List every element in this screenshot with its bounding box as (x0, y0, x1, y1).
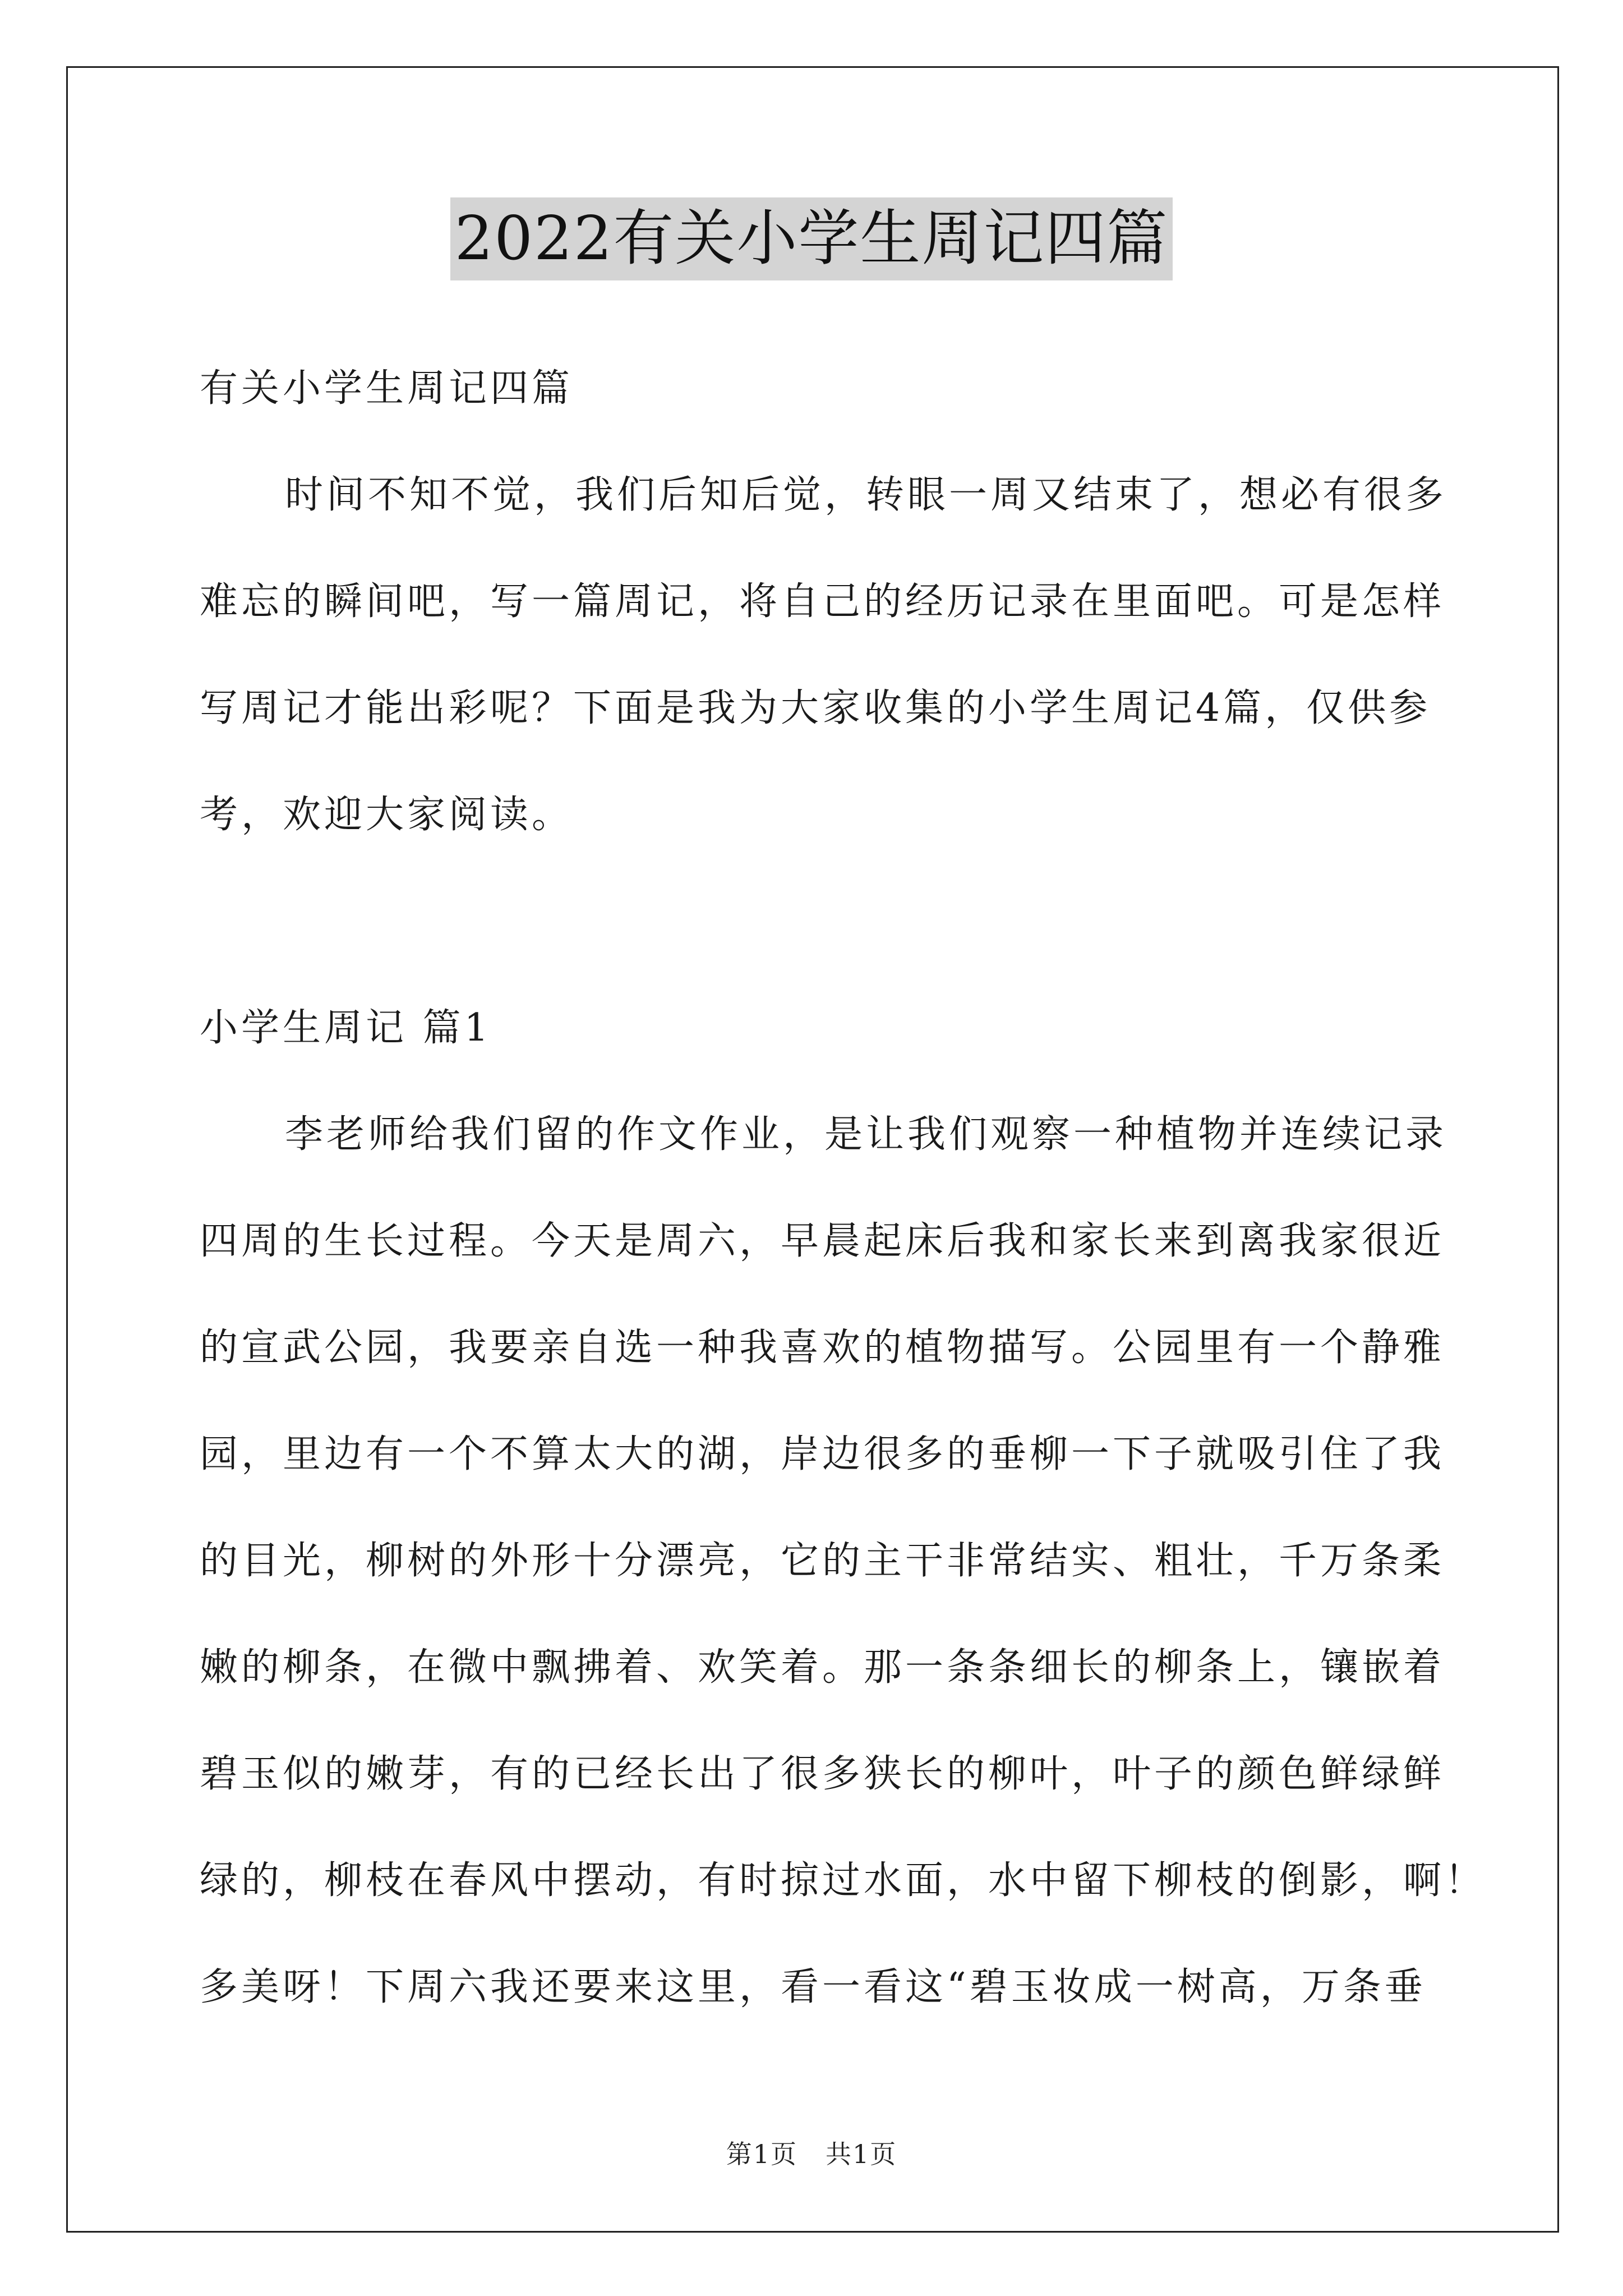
paragraph-line: 园，里边有一个不算太大的湖，岸边很多的垂柳一下子就吸引住了我 (200, 1432, 1445, 1476)
paragraph-line: 嫩的柳条，在微中飘拂着、欢笑着。那一条条细长的柳条上，镶嵌着 (200, 1645, 1445, 1690)
title-container (0, 197, 1623, 280)
section-heading: 小学生周记 篇1 (200, 1006, 492, 1050)
paragraph-line: 四周的生长过程。今天是周六，早晨起床后我和家长来到离我家很近 (200, 1219, 1445, 1263)
paragraph-line: 的宣武公园，我要亲自选一种我喜欢的植物描写。公园里有一个静雅 (200, 1326, 1445, 1370)
page-total: 共1页 (826, 2139, 897, 2169)
paragraph-line: 写周记才能出彩呢？下面是我为大家收集的小学生周记4篇，仅供参 (200, 686, 1431, 730)
paragraph-line: 考，欢迎大家阅读。 (200, 793, 574, 837)
page-number: 第1页 (726, 2139, 797, 2169)
section-heading: 有关小学生周记四篇 (200, 366, 574, 411)
page-footer (0, 2137, 1623, 2171)
paragraph-line: 的目光，柳树的外形十分漂亮，它的主干非常结实、粗壮，千万条柔 (200, 1539, 1445, 1583)
paragraph-line: 时间不知不觉，我们后知后觉，转眼一周又结束了，想必有很多 (285, 473, 1447, 517)
blank-line (200, 868, 1433, 975)
paragraph-line: 李老师给我们留的作文作业，是让我们观察一种植物并连续记录 (285, 1112, 1447, 1157)
paragraph-line: 难忘的瞬间吧，写一篇周记，将自己的经历记录在里面吧。可是怎样 (200, 579, 1445, 624)
paragraph-line: 绿的，柳枝在春风中摆动，有时掠过水面，水中留下柳枝的倒影，啊！ (200, 1858, 1487, 1903)
paragraph-line: 多美呀！下周六我还要来这里，看一看这“碧玉妆成一树高，万条垂 (200, 1965, 1426, 2009)
document-body (200, 335, 1487, 2041)
paragraph-line: 碧玉似的嫩芽，有的已经长出了很多狭长的柳叶，叶子的颜色鲜绿鲜 (200, 1752, 1445, 1796)
document-title: 2022有关小学生周记四篇 (450, 197, 1173, 280)
